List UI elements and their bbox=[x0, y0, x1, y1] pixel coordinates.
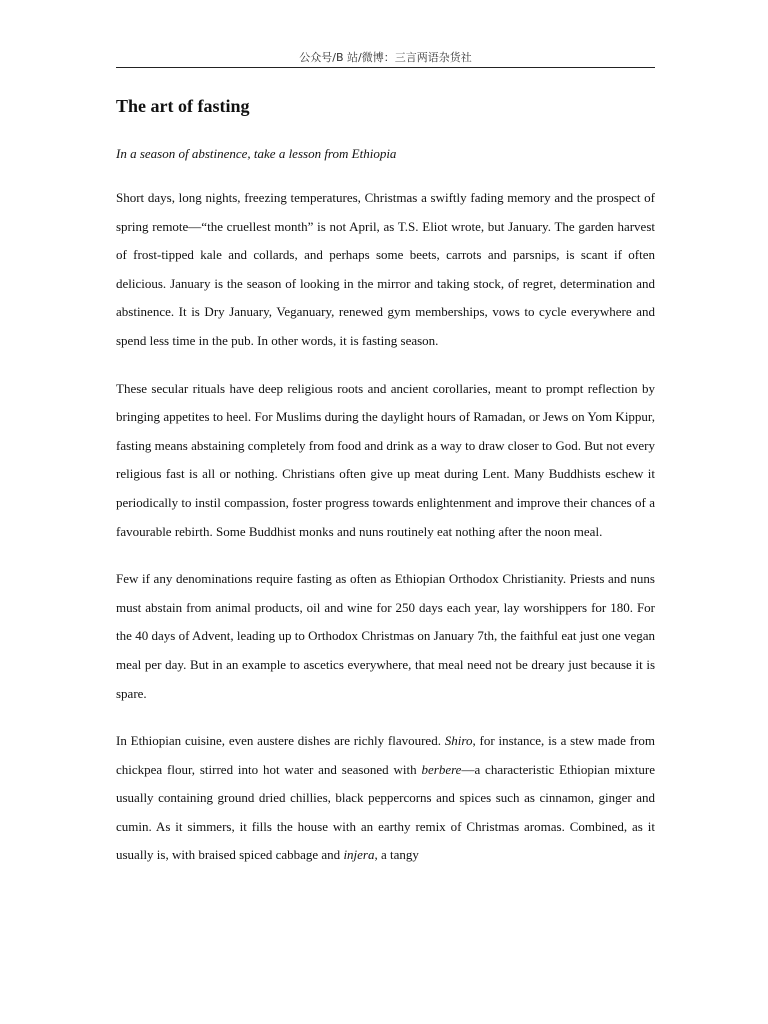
paragraph-4-part-1: In Ethiopian cuisine, even austere dishes are richly flavoured. bbox=[116, 733, 445, 749]
paragraph-4-part-3: —a characteristic Ethiopian mixture usually containing ground dried chillies, black peppercorns and spices such as cinnamon, ginger and cumin. As it simmers, it fills the house with an earthy remix of Christmas aromas. Combined, as it usually is, with braised spiced cabbage and bbox=[116, 761, 655, 863]
page-header: 公众号/B 站/微博：三言两语杂货社 bbox=[116, 48, 655, 68]
paragraph-2: These secular rituals have deep religious roots and ancient corollaries, meant to prompt reflection by bringing appetites to heel. For Muslims during the daylight hours of Ramadan, or Jews on Yom Kippur, fasting means abstaining completely from food and drink as a way to draw closer to God. But not every religious fast is all or nothing. Christians often give up meat during Lent. Many Buddhists eschew it periodically to instil compassion, foster progress towards enlightenment and improve their chances of a favourable rebirth. Some Buddhist monks and nuns routinely eat nothing after the noon meal. bbox=[116, 380, 656, 539]
paragraph-4-berbere: berbere bbox=[421, 761, 462, 777]
paragraph-4 bbox=[116, 727, 655, 870]
paragraph-4-injera: injera bbox=[343, 847, 375, 863]
paragraph-4-part-2: , for instance, is a stew made from chickpea flour, stirred into hot water and seasoned with bbox=[116, 733, 655, 777]
paragraph-1: Short days, long nights, freezing temperatures, Christmas a swiftly fading memory and the prospect of spring remote—“the cruellest month” is not April, as T.S. Eliot wrote, but January. The garden harvest of frost-tipped kale and collards, and perhaps some beets, carrots and parsnips, is scant if often delicious. January is the season of looking in the mirror and taking stock, of regret, determination and abstinence. It is Dry January, Veganuary, renewed gym memberships, vows to cycle everywhere and spend less time in the pub. In other words, it is fasting season. bbox=[116, 190, 655, 348]
document-page bbox=[116, 0, 655, 870]
article-subtitle: In a season of abstinence, take a lesson from Ethiopia bbox=[116, 146, 397, 161]
paragraph-4-part-4: , a tangy bbox=[374, 847, 419, 863]
paragraph-3: Few if any denominations require fasting as often as Ethiopian Orthodox Christianity. Priests and nuns must abstain from animal products, oil and wine for 250 days each year, lay worshippers for 180. For the 40 days of Advent, leading up to Orthodox Christmas on January 7th, the faithful eat just one vegan meal per day. But in an example to ascetics everywhere, that meal need not be dreary just because it is spare. bbox=[116, 571, 655, 701]
paragraph-4-shiro: Shiro bbox=[444, 733, 473, 749]
article-title: The art of fasting bbox=[116, 96, 250, 116]
